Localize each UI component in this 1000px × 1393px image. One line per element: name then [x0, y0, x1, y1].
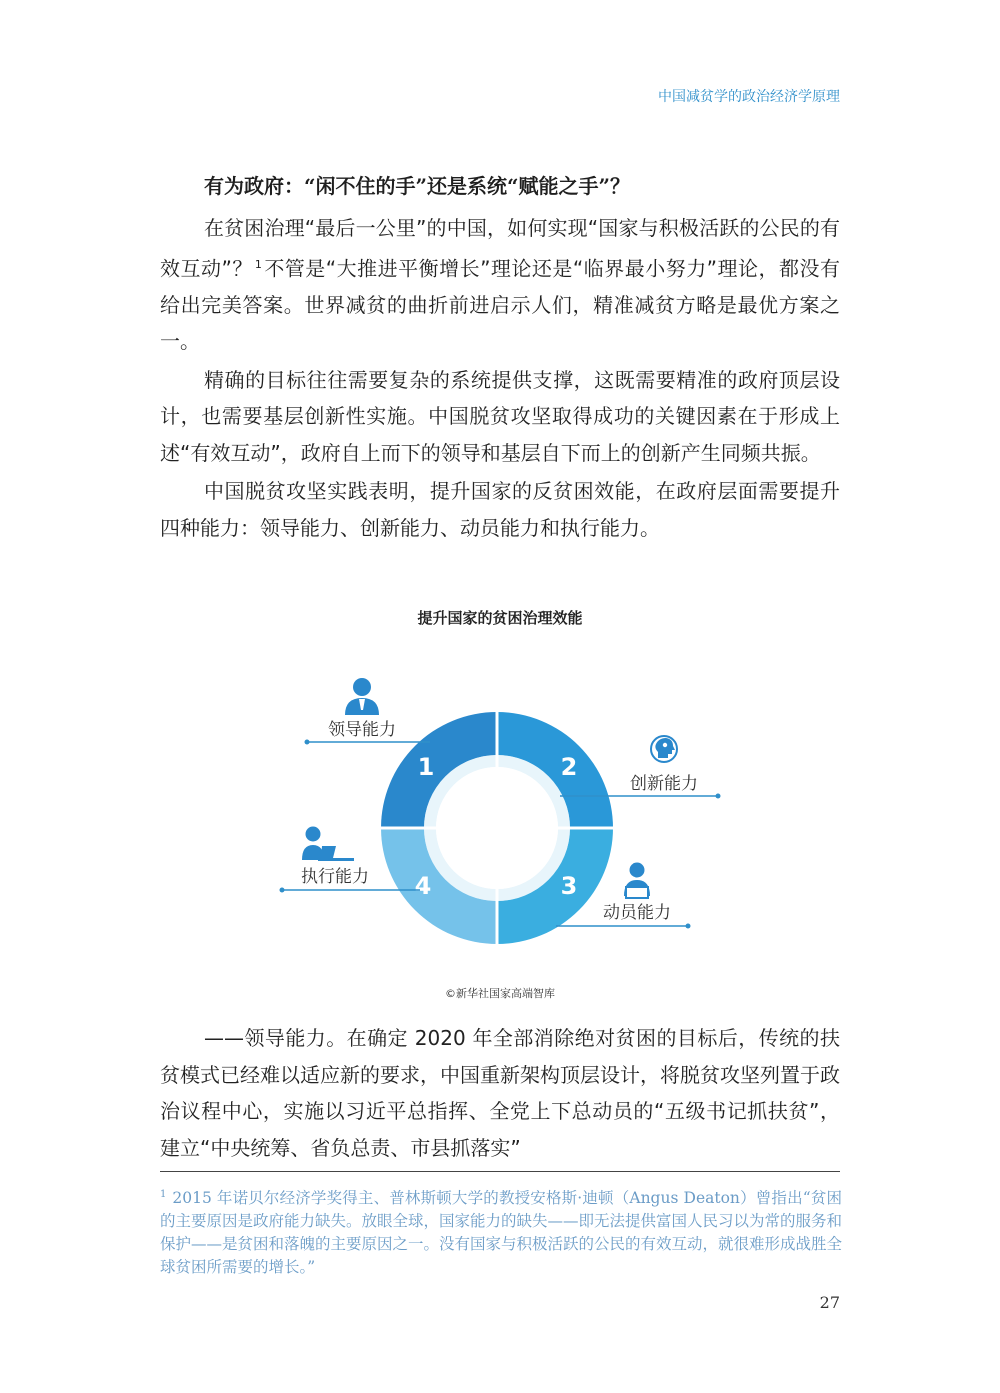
- running-head: 中国减贫学的政治经济学原理: [658, 89, 840, 105]
- segment-4-number: 4: [414, 872, 432, 900]
- presenter-person-icon: [624, 863, 650, 899]
- leader-line-3: [556, 924, 691, 929]
- segment-1-number: 1: [417, 753, 435, 781]
- footnote-reference[interactable]: 1: [254, 257, 262, 271]
- leader-person-icon: [345, 678, 379, 715]
- figure-credit: ©新华社国家高端智库: [445, 987, 555, 1000]
- section-heading: 有为政府：“闲不住的手”还是系统“赋能之手”？: [204, 174, 631, 198]
- paragraph-1-part-a: 在贫困治理“最后一公里”的中国，如何实现“国家与积极活跃的公民的有效互动”？: [160, 216, 840, 281]
- label-leadership: 领导能力: [328, 720, 396, 740]
- label-innovation: 创新能力: [630, 774, 698, 794]
- idea-head-icon: [651, 736, 677, 762]
- main-text: [160, 168, 840, 546]
- segment-2-number: 2: [560, 753, 578, 781]
- label-mobilization: 动员能力: [603, 903, 671, 923]
- label-execution: 执行能力: [301, 867, 369, 887]
- ring-diagram-svg: [0, 660, 1000, 960]
- leader-line-1: [305, 740, 431, 745]
- laptop-worker-icon: [302, 827, 354, 862]
- segment-3-number: 3: [560, 872, 578, 900]
- capability-ring-diagram: [0, 660, 1000, 960]
- paragraph-1-part-b: 不管是“大推进平衡增长”理论还是“临界最小努力”理论，都没有给出完美答案。世界减贫的曲折前进启示人们，精准减贫方略是最优方案之一。: [160, 256, 840, 354]
- footnote: [160, 1183, 842, 1279]
- footnote-text: 2015 年诺贝尔经济学奖得主、普林斯顿大学的教授安格斯·迪顿（Angus Deaton）曾指出“贫困的主要原因是政府能力缺失。放眼全球，国家能力的缺失——即无法提供富国人民习以为常的服务和保护——是贫困和落魄的主要原因之一。没有国家与积极活跃的公民的有效互动，就很难形成战胜全球贫困所需要的增长。”: [160, 1189, 843, 1277]
- paragraph-3: 中国脱贫攻坚实践表明，提升国家的反贫困效能，在政府层面需要提升四种能力：领导能力、创新能力、动员能力和执行能力。: [160, 479, 840, 540]
- figure-title: 提升国家的贫困治理效能: [417, 609, 583, 627]
- paragraph-1: [160, 210, 840, 360]
- footnote-number: 1: [160, 1189, 167, 1200]
- footnote-divider: [160, 1171, 840, 1172]
- paragraph-4: ——领导能力。在确定 2020 年全部消除绝对贫困的目标后，传统的扶贫模式已经难以适应新的要求，中国重新架构顶层设计，将脱贫攻坚列置于政治议程中心，实施以习近平总指挥、全党上下总动员的“五级书记抓扶贫”，建立“中央统筹、省负总责、市县抓落实”: [160, 1026, 840, 1160]
- main-text-continued: [160, 1020, 840, 1166]
- paragraph-2: 精确的目标往往需要复杂的系统提供支撑，这既需要精准的政府顶层设计，也需要基层创新性实施。中国脱贫攻坚取得成功的关键因素在于形成上述“有效互动”，政府自上而下的领导和基层自下而上的创新产生同频共振。: [160, 367, 840, 465]
- page-number: 27: [819, 1293, 840, 1312]
